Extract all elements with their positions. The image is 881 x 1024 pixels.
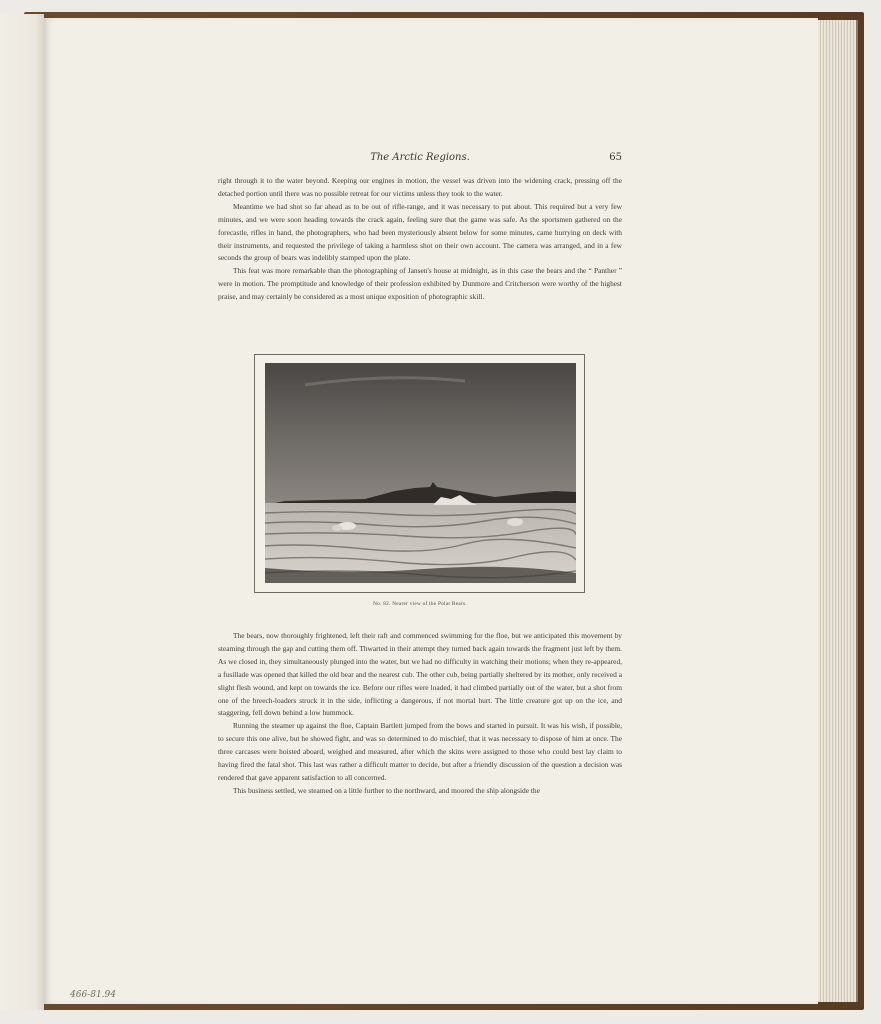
paragraph: This business settled, we steamed on a little further to the northward, and moored the ship alongside the	[233, 785, 540, 795]
photo-plate	[254, 354, 585, 593]
book-page	[44, 18, 818, 1004]
photograph-image	[265, 363, 576, 583]
plate-caption: No. 82. Nearer view of the Polar Bears.	[373, 601, 467, 607]
upper-text-block	[218, 175, 622, 304]
paragraph: Meantime we had shot so far ahead as to be out of rifle-range, and it was necessary to put about. This required but a very few minutes, and we were soon heading towards the crack again, feeling sure that the game was safe. As the sportsmen gathered on the forecastle, rifles in hand, the photographers, who had been mysteriously absent below for some minutes, came hurrying on deck with their instruments, and requested the privilege of taking a harmless shot on their own account. The camera was arranged, and in a few seconds the group of bears was indelibly stamped upon the plate.	[218, 201, 622, 263]
left-facing-page	[0, 14, 44, 1010]
paragraph: right through it to the water beyond. Keeping our engines in motion, the vessel was driven into the widening crack, pressing off the detached portion until there was no possible retreat for our victims unless they took to the water.	[218, 176, 622, 198]
paragraph: The bears, now thoroughly frightened, left their raft and commenced swimming for the floe, but we anticipated this movement by steaming through the gap and cutting them off. Thwarted in their attempt they turned back again towards the fragment just left by them. As we closed in, they simultaneously plunged into the water, but we had no difficulty in watching their motions; when they re-appeared, a fusillade was opened that killed the old bear and the nearest cub. The other cub, being partially sheltered by its mother, only received a slight flesh wound, and kept on towards the ice. Before our rifles were loaded, it had climbed partially out of the water, but a shot from one of the breech-loaders struck it in the side, inflicting a dangerous, if not mortal hurt. The little creature got up on the ice, and staggering, fell down behind a low hummock.	[218, 631, 622, 718]
lower-text-block	[218, 630, 622, 798]
paragraph: This feat was more remarkable than the photographing of Jansen's house at midnight, as in this case the bears and the “ Panther ” were in motion. The promptitude and knowledge of their profession exhibited by Dunmore and Critcherson were worthy of the highest praise, and may certainly be considered as a most unique exposition of photographic skill.	[218, 266, 622, 302]
polar-bears-photograph	[265, 363, 576, 583]
accession-number: 466-81.94	[70, 990, 116, 1000]
running-title: The Arctic Regions.	[370, 152, 470, 163]
paragraph: Running the steamer up against the floe, Captain Bartlett jumped from the bows and started in pursuit. It was his wish, if possible, to secure this one alive, but he showed fight, and was so determined to do mischief, that it was necessary to dispose of him at once. The three carcases were hoisted aboard, weighed and measured, after which the skins were assigned to those who could best lay claim to having fired the fatal shot. This last was rather a difficult matter to decide, but after a friendly discussion of the question a decision was rendered that gave apparent satisfaction to all concerned.	[218, 721, 622, 782]
page-edges	[812, 20, 858, 1002]
page-number: 65	[609, 152, 622, 163]
